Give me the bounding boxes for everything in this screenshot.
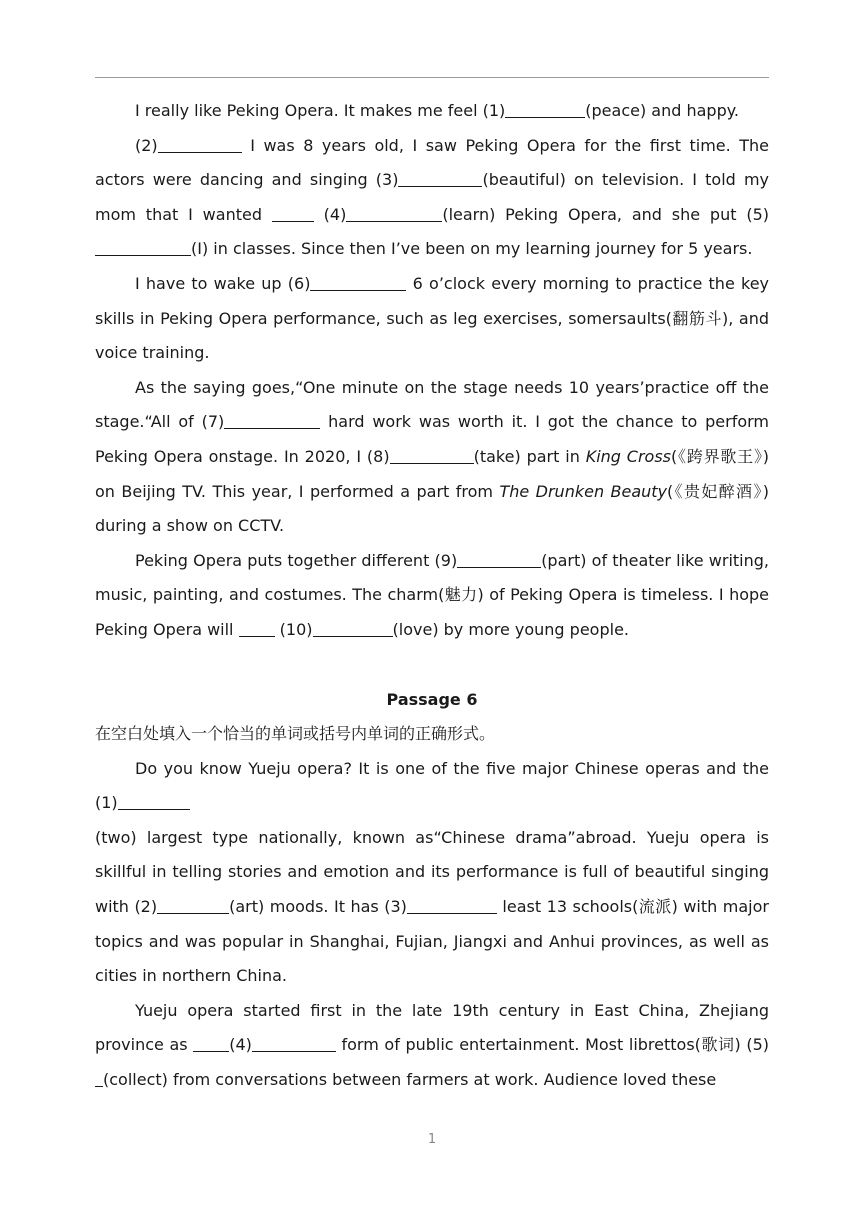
blank-2[interactable] <box>158 136 242 153</box>
paragraph-6: Do you know Yueju opera? It is one of the five major Chinese operas and the (1) <box>95 758 769 813</box>
passage-6-instruction: 在空白处填入一个恰当的单词或括号内单词的正确形式。 <box>95 724 496 744</box>
blank-9[interactable] <box>457 551 541 568</box>
p6-blank-1[interactable] <box>118 793 190 810</box>
p6-blank-4a[interactable] <box>193 1035 229 1052</box>
blank-7[interactable] <box>224 412 320 429</box>
paragraph-3: I have to wake up (6) 6 o’clock every morning to practice the key skills in Peking Opera performance, such as leg exercises, somersaults(翻筋斗), and voice training. <box>95 273 770 363</box>
blank-6[interactable] <box>310 274 406 291</box>
paragraph-1: I really like Peking Opera. It makes me feel (1) (peace) and happy. <box>135 101 739 120</box>
blank-1[interactable] <box>505 101 585 118</box>
paragraph-2: (2) I was 8 years old, I saw Peking Opera for the first time. The actors were dancing and singing (3) (beautiful) on television. I told my mom that I wanted (4) (learn) Peking Opera, and she put (5)(I) in classes. Since then I’ve been on my learning journey for 5 years. <box>95 135 770 259</box>
header-rule <box>95 77 769 78</box>
title-drunken-beauty: The Drunken Beauty <box>499 481 668 501</box>
paragraph-7: (two) largest type nationally, known as“Chinese drama”abroad. Yueju opera is skillful in telling stories and emotion and its performance is full of beautiful singing with (2) (art) moods. It has (3) least 13 schools(流派) with major topics and was popular in Shanghai, Fujian, Jiangxi and Anhui provinces, as well as cities in northern China. <box>95 827 769 986</box>
p6-blank-4[interactable] <box>252 1035 336 1052</box>
p6-blank-5[interactable] <box>95 1070 103 1087</box>
blank-5[interactable] <box>95 239 191 256</box>
blank-10[interactable] <box>313 620 393 637</box>
paragraph-4: As the saying goes,“One minute on the stage needs 10 years’practice off the stage.“All of (7) hard work was worth it. I got the chance to perform Peking Opera onstage. In 2020, I (8) (take) part in King Cross(《跨界歌王》) on Beijing TV. This year, I performed a part from The Drunken Beauty(《贵妃醉酒》) during a show on CCTV. <box>95 377 769 536</box>
blank-4[interactable] <box>346 205 442 222</box>
document-body <box>95 94 769 1098</box>
title-king-cross: King Cross <box>585 446 672 466</box>
p6-blank-2[interactable] <box>157 897 229 914</box>
paragraph-8: Yueju opera started first in the late 19th century in East China, Zhejiang province as (4) form of public entertainment. Most librettos(歌词) (5)(collect) from conversations between farmers at work. Audience loved these <box>95 1000 769 1090</box>
p6-blank-3[interactable] <box>407 897 497 914</box>
blank-3[interactable] <box>398 170 482 187</box>
blank-10a[interactable] <box>239 620 275 637</box>
page-number: 1 <box>427 1132 437 1147</box>
blank-8[interactable] <box>390 447 474 464</box>
paragraph-5: Peking Opera puts together different (9) (part) of theater like writing, music, painting, and costumes. The charm(魅力) of Peking Opera is timeless. I hope Peking Opera will (10) (love) by more young people. <box>95 550 769 639</box>
blank-4a[interactable] <box>272 205 314 222</box>
passage-6-title: Passage 6 <box>386 689 478 709</box>
